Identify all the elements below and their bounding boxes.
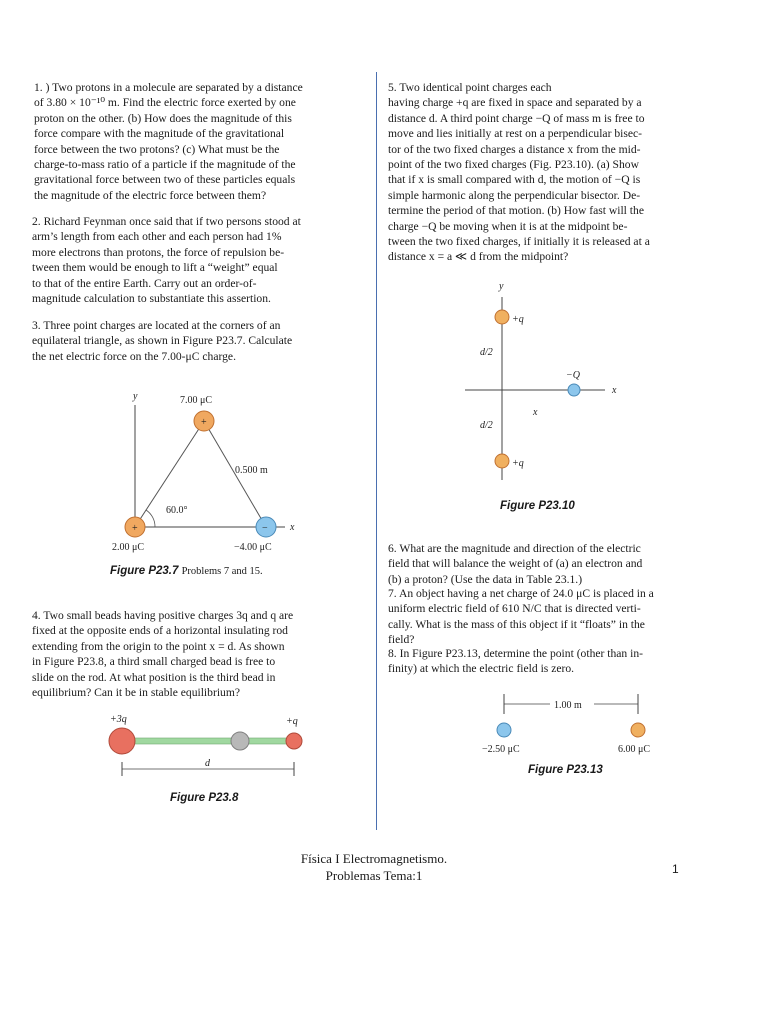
problem-7: [388, 586, 654, 648]
label-left-charge: +3q: [110, 714, 127, 725]
problem-6: [388, 541, 642, 587]
text-line: tween them would be enough to lift a “weight” equal: [32, 261, 278, 275]
footer-course: Física I Electromagnetismo.: [300, 851, 448, 866]
text-line: arm’s length from each other and each person had 1%: [32, 230, 282, 244]
label-d: d: [205, 758, 210, 769]
text-line: (b) a proton? (Use the data in Table 23.1.): [388, 572, 583, 586]
side-length-label: 0.500 m: [235, 465, 268, 476]
footer-topic: Problemas Tema:1: [325, 868, 423, 883]
page-footer: [200, 850, 548, 884]
text-line: 1. ) Two protons in a molecule are separated by a distance: [34, 81, 303, 94]
text-line: 4. Two small beads having positive charges 3q and q are: [32, 609, 294, 622]
moving-charge-label: −Q: [566, 370, 580, 381]
charge-right-label: −4.00 μC: [234, 542, 272, 553]
text-line: cally. What is the mass of this object if it “floats” in the: [388, 617, 645, 631]
column-divider: [376, 72, 377, 830]
text-line: gravitational force between two of these particles equals: [34, 173, 296, 187]
figure-p23-7: [100, 385, 320, 560]
text-line: having charge +q are fixed in space and separated by a: [388, 96, 642, 110]
problem-3: [32, 318, 292, 364]
text-line: 6. What are the magnitude and direction of the electric: [388, 542, 641, 555]
page-number: 1: [672, 862, 679, 876]
problem-4: [32, 608, 293, 700]
text-line: point of the two fixed charges (Fig. P23.10). (a) Show: [388, 158, 639, 172]
text-line: of 3.80 × 10⁻¹⁰ m. Find the electric force exerted by one: [34, 96, 296, 110]
problem-8: [388, 646, 643, 677]
text-line: fixed at the opposite ends of a horizontal insulating rod: [32, 624, 288, 638]
bottom-charge-label: +q: [512, 458, 524, 469]
label-right-charge: +q: [286, 716, 298, 727]
figure-p23-10: [460, 275, 640, 490]
text-line: force compare with the magnitude of the gravitational: [34, 127, 285, 141]
text-line: move and lies initially at rest on a perpendicular bisec-: [388, 127, 643, 141]
top-charge-label: +q: [512, 314, 524, 325]
figure-p23-13: [470, 690, 670, 760]
text-line: distance d. A third point charge −Q of mass m is free to: [388, 111, 645, 125]
figure-caption-p23-7: [110, 565, 263, 577]
distance-x-label: x: [533, 407, 538, 418]
text-line: equilibrium? Can it be in stable equilibrium?: [32, 686, 240, 700]
text-line: the net electric force on the 7.00-μC charge.: [32, 349, 236, 363]
bead-middle: [231, 732, 249, 750]
distance-label: 1.00 m: [554, 700, 582, 711]
text-line: that if x is small compared with d, the motion of −Q is: [388, 173, 641, 187]
half-distance-bottom: d/2: [480, 420, 493, 431]
y-axis-label: y: [133, 391, 138, 402]
charge-right: [631, 723, 645, 737]
charge-right-label: 6.00 μC: [618, 744, 651, 755]
text-line: extending from the origin to the point x = d. As shown: [32, 639, 285, 653]
figure-caption-p23-8: Figure P23.8: [170, 792, 239, 804]
text-line: 8. In Figure P23.13, determine the point (other than in-: [388, 647, 644, 660]
text-line: equilateral triangle, as shown in Figure P23.7. Calculate: [32, 334, 293, 348]
text-line: 3. Three point charges are located at the corners of an: [32, 319, 281, 332]
y-axis-label: y: [499, 281, 504, 292]
half-distance-top: d/2: [480, 347, 493, 358]
text-line: charge −Q be moving when it is at the midpoint be-: [388, 219, 628, 233]
x-axis-label: x: [290, 522, 295, 533]
text-line: tween the two fixed charges, if initially it is released at a: [388, 235, 650, 249]
text-line: force between the two protons? (c) What must be the: [34, 142, 280, 156]
text-line: in Figure P23.8, a third small charged bead is free to: [32, 655, 276, 669]
text-line: charge-to-mass ratio of a particle if the magnitude of the: [34, 158, 296, 172]
charge-left-label: 2.00 μC: [112, 542, 145, 553]
text-line: field?: [388, 633, 415, 647]
caption-note: Problems 7 and 15.: [181, 566, 263, 577]
charge-bottom: [495, 454, 509, 468]
problem-2: [32, 214, 301, 306]
text-line: 7. An object having a net charge of 24.0 μC is placed in a: [388, 587, 654, 600]
figure-caption-p23-10: Figure P23.10: [500, 500, 575, 512]
text-line: finity) at which the electric field is zero.: [388, 662, 575, 676]
text-line: uniform electric field of 610 N/C that is directed verti-: [388, 602, 641, 616]
text-line: 2. Richard Feynman once said that if two persons stood at: [32, 215, 301, 228]
text-line: field that will balance the weight of (a) an electron and: [388, 557, 643, 571]
charge-top-label: 7.00 μC: [180, 395, 213, 406]
text-line: magnitude calculation to substantiate this assertion.: [32, 292, 271, 306]
text-line: tor of the two fixed charges a distance x from the mid-: [388, 142, 641, 156]
figure-caption-p23-13: Figure P23.13: [528, 764, 603, 776]
text-line: proton on the other. (b) How does the magnitude of this: [34, 111, 292, 125]
charge-top: [495, 310, 509, 324]
angle-label: 60.0°: [166, 505, 188, 516]
text-line: slide on the rod. At what position is the third bead in: [32, 670, 276, 684]
problem-5: [388, 80, 650, 265]
text-line: simple harmonic along the perpendicular bisector. De-: [388, 188, 641, 202]
text-line: the magnitude of the electric force between them?: [34, 188, 267, 202]
text-line: termine the period of that motion. (b) How fast will the: [388, 204, 644, 218]
charge-left: [497, 723, 511, 737]
plus-sign: +: [132, 523, 138, 534]
caption-title: Figure P23.7: [110, 565, 179, 577]
problem-1: [34, 80, 303, 203]
insulating-rod: [122, 738, 294, 744]
charge-moving: [568, 384, 580, 396]
plus-sign: +: [201, 417, 207, 428]
text-line: distance x = a ≪ d from the midpoint?: [388, 250, 569, 264]
text-line: 5. Two identical point charges each: [388, 81, 552, 94]
figure-p23-8: [100, 710, 320, 790]
bead-left: [109, 728, 135, 754]
x-axis-label: x: [612, 385, 617, 396]
text-line: to that of the entire Earth. Carry out an order-of-: [32, 276, 257, 290]
minus-sign: −: [262, 523, 268, 534]
bead-right: [286, 733, 302, 749]
angle-arc: [146, 510, 155, 527]
charge-left-label: −2.50 μC: [482, 744, 520, 755]
text-line: more electrons than protons, the force of repulsion be-: [32, 245, 285, 259]
